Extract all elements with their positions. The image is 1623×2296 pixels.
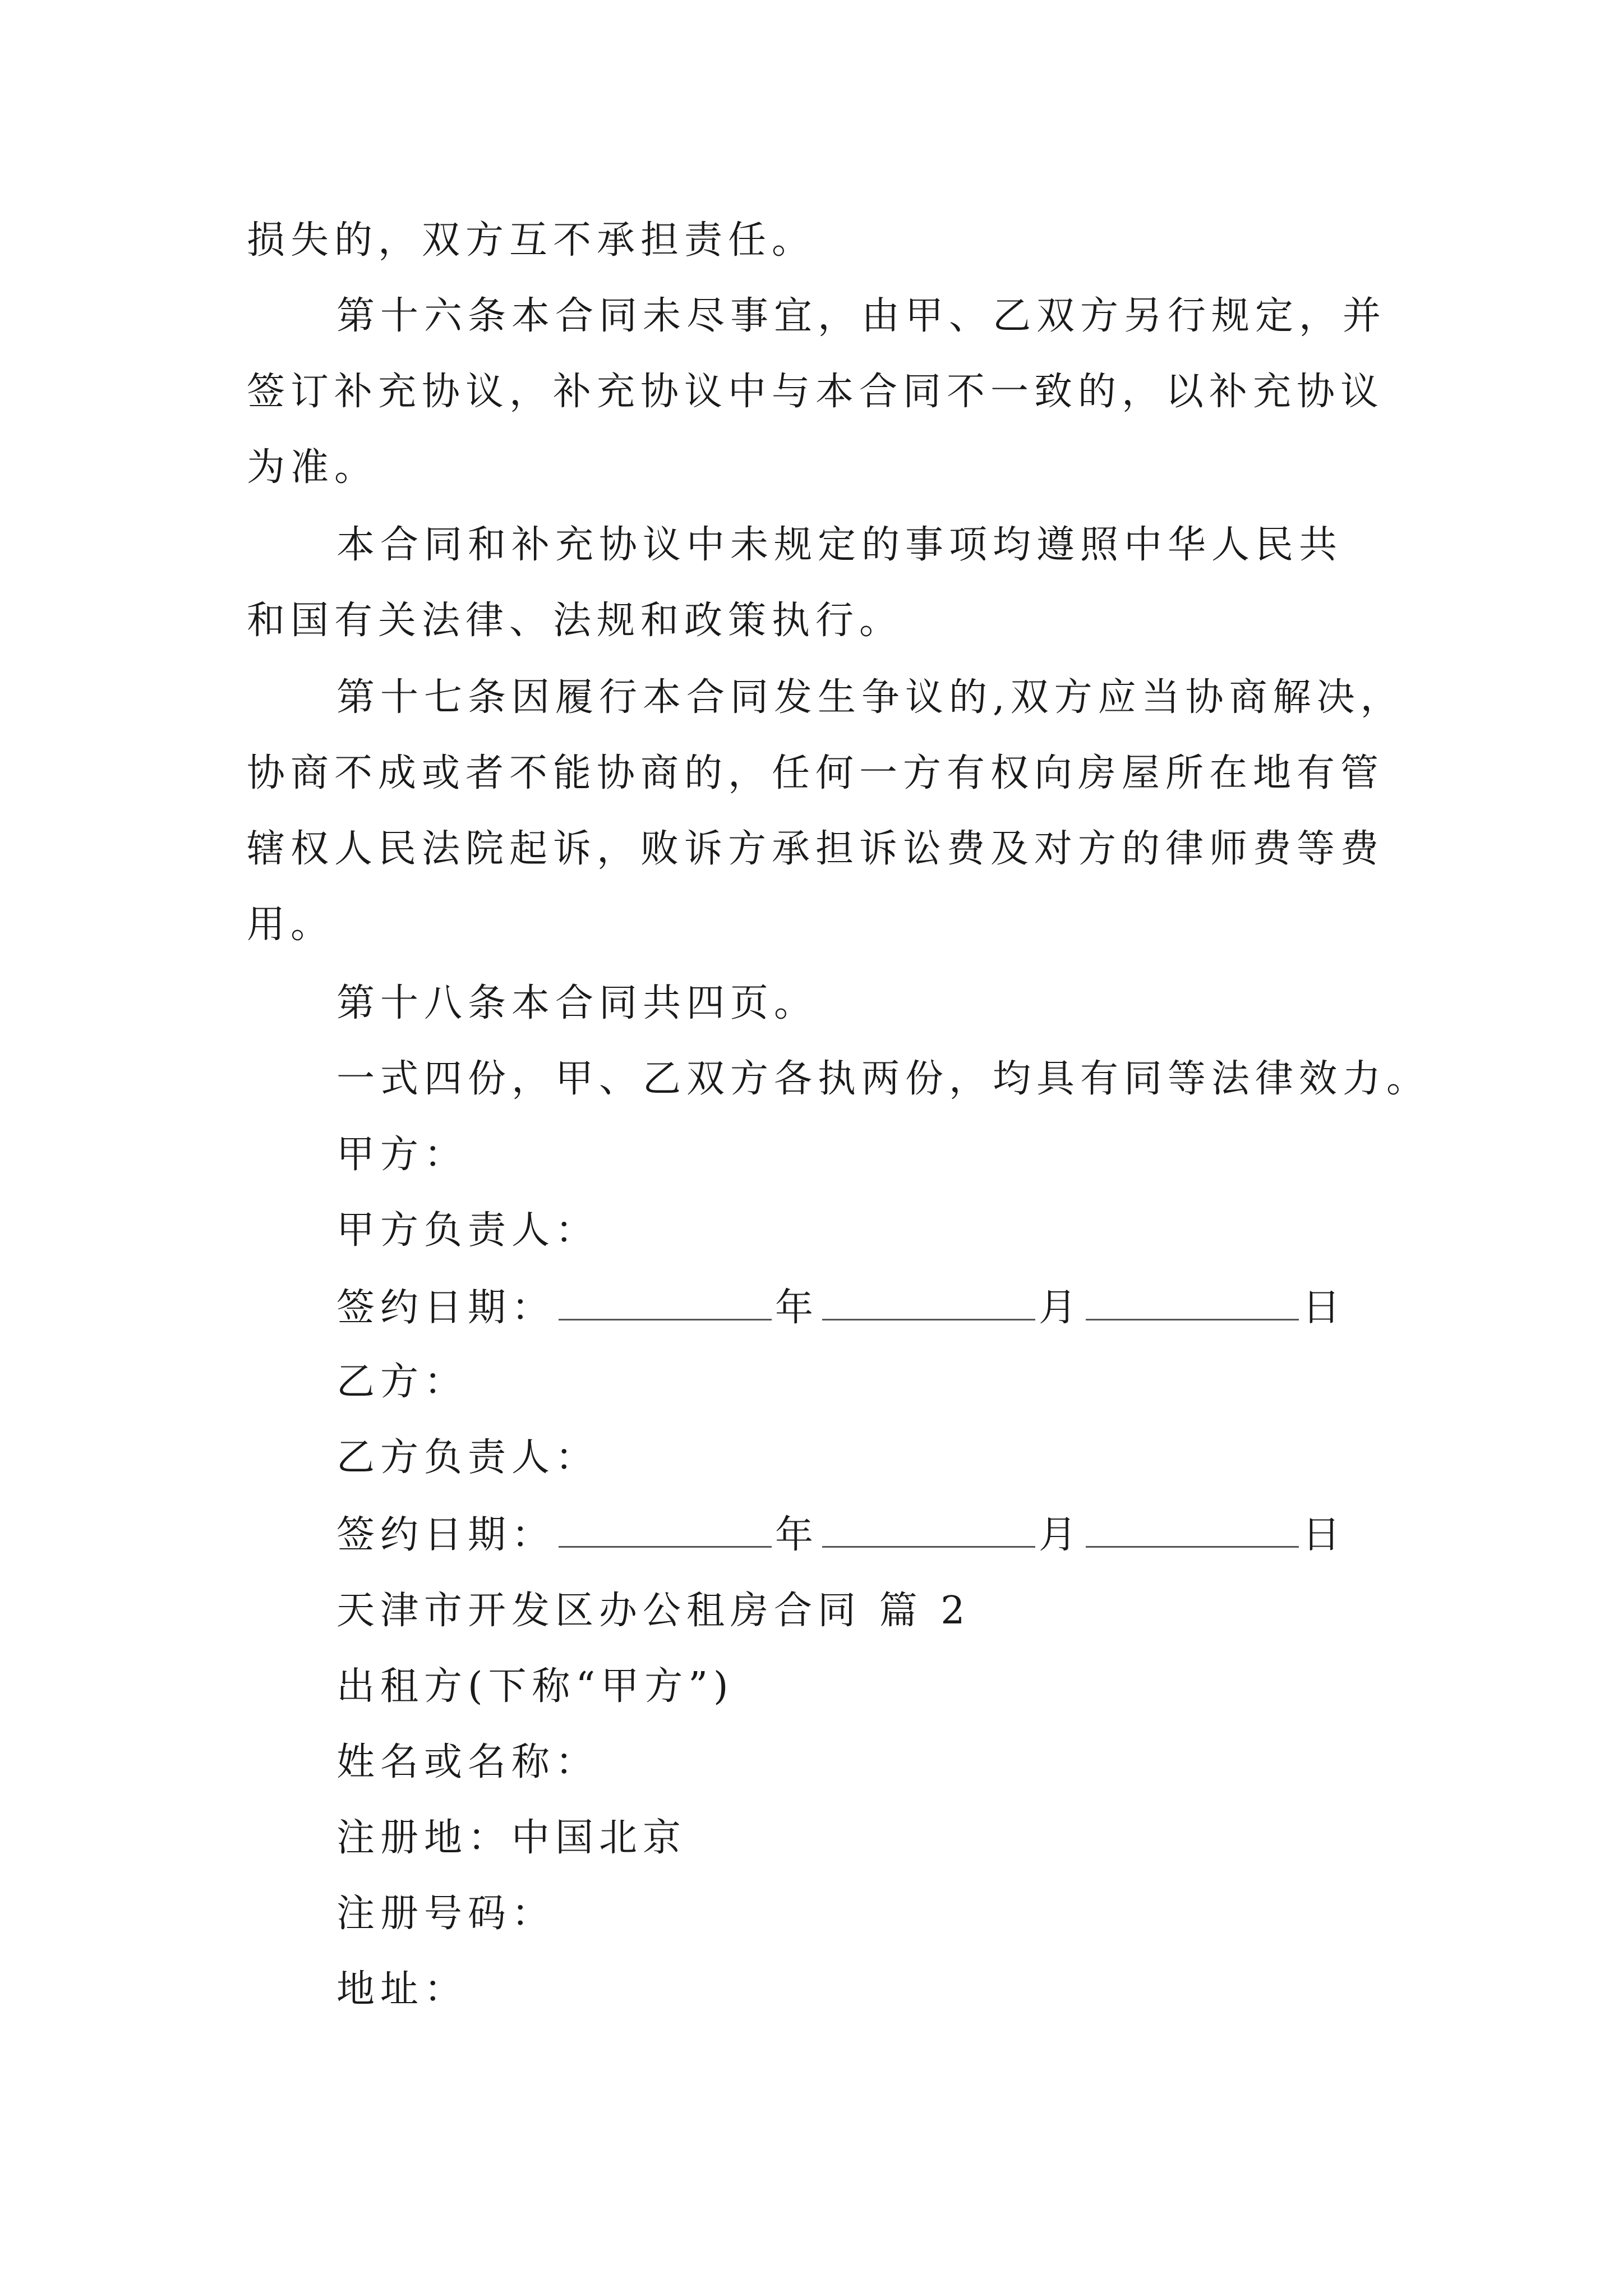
text-line: 用。 (247, 903, 335, 947)
text-line: 第十七条因履行本合同发生争议的,双方应当协商解决， (336, 675, 1404, 720)
registration-place: 注册地：中国北京 (336, 1816, 687, 1860)
name-field-label: 姓名或名称： (336, 1740, 600, 1784)
text-line: 和国有关法律、法规和政策执行。 (247, 599, 903, 643)
address-label: 地址： (336, 1967, 468, 2012)
lessor-heading: 出租方(下称“甲方”) (336, 1664, 734, 1709)
year-blank (559, 1287, 772, 1320)
text-line: 第十六条本合同未尽事宜，由甲、乙双方另行规定，并 (336, 294, 1387, 338)
signing-date-label: 签约日期： (336, 1286, 556, 1330)
text-line: 协商不成或者不能协商的，任何一方有权向房屋所在地有管 (247, 751, 1385, 795)
text-line: 第十八条本合同共四页。 (336, 981, 818, 1025)
month-label: 月 (1039, 1286, 1083, 1330)
year-label: 年 (775, 1286, 819, 1330)
day-blank (1086, 1515, 1299, 1548)
party-b-rep-label: 乙方负责人： (336, 1435, 600, 1480)
day-label: 日 (1302, 1513, 1347, 1557)
signing-date-label: 签约日期： (336, 1513, 556, 1557)
signing-date-line-a (336, 1286, 1347, 1330)
month-blank (822, 1287, 1035, 1320)
text-line: 损失的，双方互不承担责任。 (247, 218, 816, 263)
text-line: 为准。 (247, 445, 379, 490)
day-blank (1086, 1287, 1299, 1320)
party-a-label: 甲方： (336, 1133, 468, 1177)
text-line: 签订补充协议，补充协议中与本合同不一致的，以补充协议 (247, 370, 1385, 414)
day-label: 日 (1302, 1286, 1347, 1330)
party-b-label: 乙方： (336, 1360, 468, 1404)
text-line: 一式四份，甲、乙双方各执两份，均具有同等法律效力。 (336, 1057, 1431, 1101)
section-title: 天津市开发区办公租房合同 篇 2 (336, 1589, 971, 1633)
text-line: 辖权人民法院起诉，败诉方承担诉讼费及对方的律师费等费 (247, 827, 1385, 871)
registration-number-label: 注册号码： (336, 1892, 556, 1936)
month-label: 月 (1039, 1513, 1083, 1557)
year-label: 年 (775, 1513, 819, 1557)
month-blank (822, 1515, 1035, 1548)
text-line: 本合同和补充协议中未规定的事项均遵照中华人民共 (336, 523, 1343, 567)
signing-date-line-b (336, 1513, 1347, 1557)
party-a-rep-label: 甲方负责人： (336, 1208, 600, 1253)
year-blank (559, 1515, 772, 1548)
